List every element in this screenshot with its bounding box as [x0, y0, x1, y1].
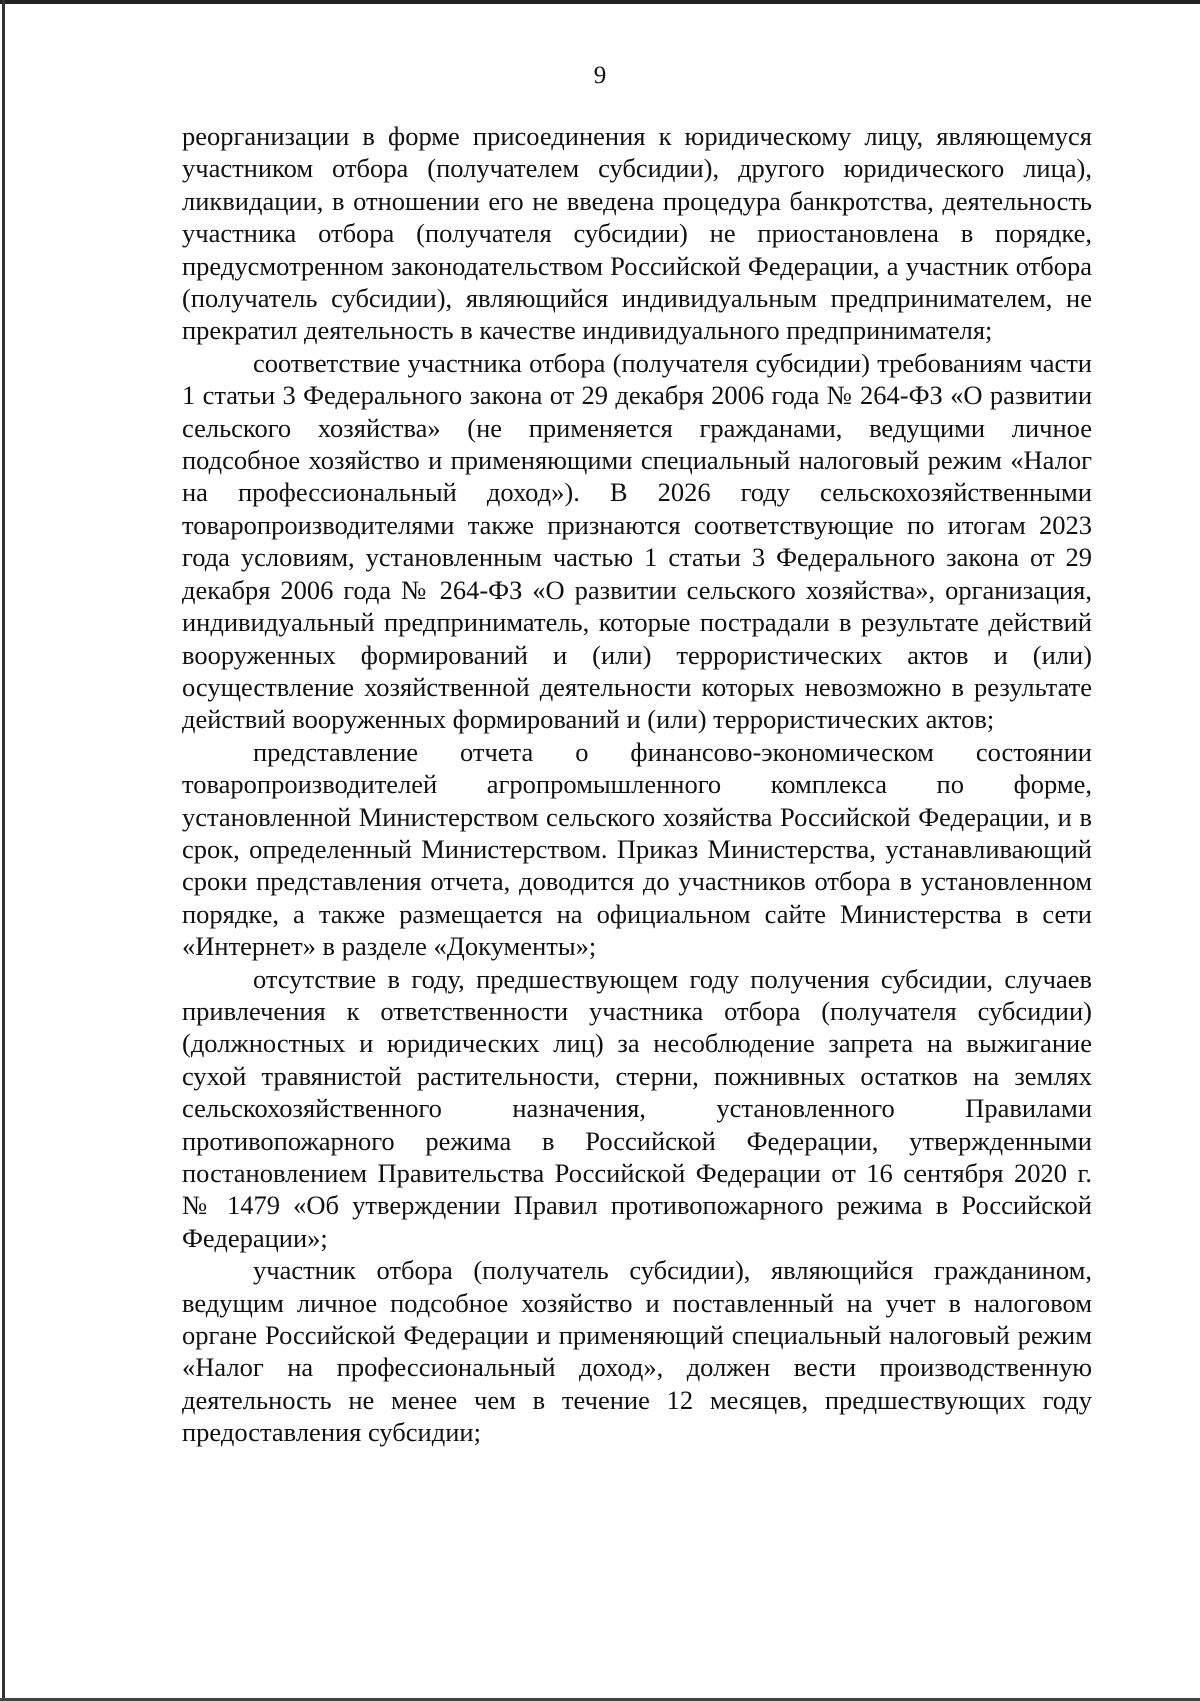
paragraph: представление отчета о финансово-экономическом состоянии товаропроизводителей агропромышленного комплекса по форме, установленной Министерством сельского хозяйства Российской Федерации, и в срок, определенный Министерством. Приказ Министерства, устанавливающий сроки представления отчета, доводится до участников отбора в установленном порядке, а также размещается на официальном сайте Министерства в сети «Интернет» в разделе «Документы»;: [182, 736, 1092, 962]
page-number: 9: [593, 62, 607, 89]
paragraph-continuation: реорганизации в форме присоединения к юридическому лицу, являющемуся участником отбора (получателем субсидии), другого юридического лица), ликвидации, в отношении его не введена процедура банкротства, деятельность участника отбора (получателя субсидии) не приостановлена в порядке, предусмотренном законодательством Российской Федерации, а участник отбора (получатель субсидии), являющийся индивидуальным предпринимателем, не прекратил деятельность в качестве индивидуального предпринимателя;: [182, 121, 1092, 346]
paragraph: соответствие участника отбора (получателя субсидии) требованиям части 1 статьи 3 Федерального закона от 29 декабря 2006 года № 264-ФЗ «О развитии сельского хозяйства» (не применяется гражданами, ведущими личное подсобное хозяйство и применяющими специальный налоговый режим «Налог на профессиональный доход»). В 2026 году сельскохозяйственными товаропроизводителями также признаются соответствующие по итогам 2023 года условиям, установленным частью 1 статьи 3 Федерального закона от 29 декабря 2006 года № 264-ФЗ «О развитии сельского хозяйства», организация, индивидуальный предприниматель, которые пострадали в результате действий вооруженных формирований и (или) террористических актов и (или) осуществление хозяйственной деятельности которых невозможно в результате действий вооруженных формирований и (или) террористических актов;: [182, 347, 1092, 735]
document-body: [182, 120, 1092, 1449]
paragraph: участник отбора (получатель субсидии), являющийся гражданином, ведущим личное подсобное хозяйство и поставленный на учет в налоговом органе Российской Федерации и применяющий специальный налоговый режим «Налог на профессиональный доход», должен вести производственную деятельность не менее чем в течение 12 месяцев, предшествующих году предоставления субсидии;: [182, 1255, 1092, 1448]
scan-edge-left: [2, 0, 5, 1701]
scan-edge-top: [0, 0, 1200, 4]
paragraph: отсутствие в году, предшествующем году получения субсидии, случаев привлечения к ответственности участника отбора (получателя субсидии) (должностных и юридических лиц) за несоблюдение запрета на выжигание сухой травянистой растительности, стерни, пожнивных остатков на землях сельскохозяйственного назначения, установленного Правилами противопожарного режима в Российской Федерации, утвержденными постановлением Правительства Российской Федерации от 16 сентября 2020 г. № 1479 «Об утверждении Правил противопожарного режима в Российской Федерации»;: [182, 963, 1092, 1253]
